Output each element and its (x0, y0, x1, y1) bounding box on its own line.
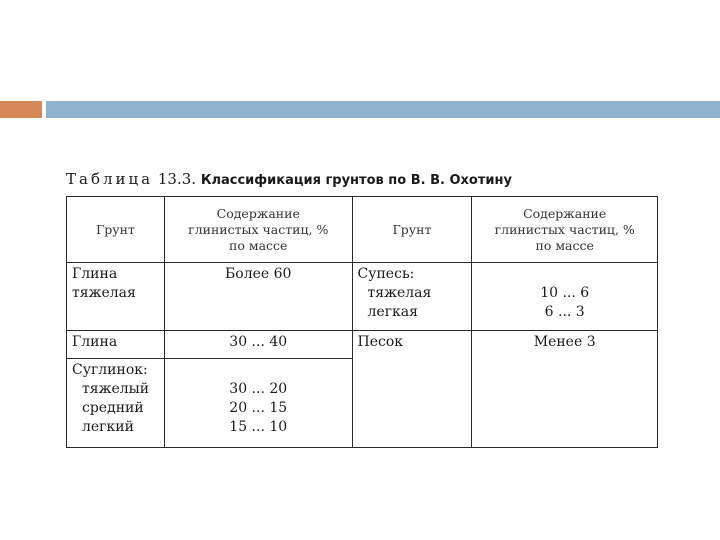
accent-bar-blue (46, 101, 720, 118)
header-content-left: Содержание глинистых частиц, % по массе (164, 197, 352, 263)
table-row (67, 263, 658, 331)
caption-title: Классификация грунтов по В. В. Охотину (200, 173, 512, 188)
cell-heavy-clay: Глина тяжелая (67, 263, 165, 331)
table-row (67, 331, 658, 359)
soil-classification-table (66, 196, 658, 448)
cell-sand-value: Менее 3 (472, 331, 658, 448)
accent-bar-orange (0, 101, 42, 118)
cell-sandy-loam: Супесь: тяжелая легкая (352, 263, 472, 331)
header-soil-right: Грунт (352, 197, 472, 263)
cell-loam-values: 30 ... 20 20 ... 15 15 ... 10 (164, 359, 352, 448)
header-soil-left: Грунт (67, 197, 165, 263)
cell-clay-value: 30 ... 40 (164, 331, 352, 359)
caption-label: Таблица (66, 170, 154, 188)
table-header-row (67, 197, 658, 263)
header-content-right: Содержание глинистых частиц, % по массе (472, 197, 658, 263)
cell-clay: Глина (67, 331, 165, 359)
table-caption (66, 170, 512, 188)
cell-loam: Суглинок: тяжелый средний легкий (67, 359, 165, 448)
cell-sandy-loam-values: 10 ... 6 6 ... 3 (472, 263, 658, 331)
cell-sand: Песок (352, 331, 472, 448)
caption-number: 13.3. (157, 170, 197, 188)
cell-heavy-clay-value: Более 60 (164, 263, 352, 331)
